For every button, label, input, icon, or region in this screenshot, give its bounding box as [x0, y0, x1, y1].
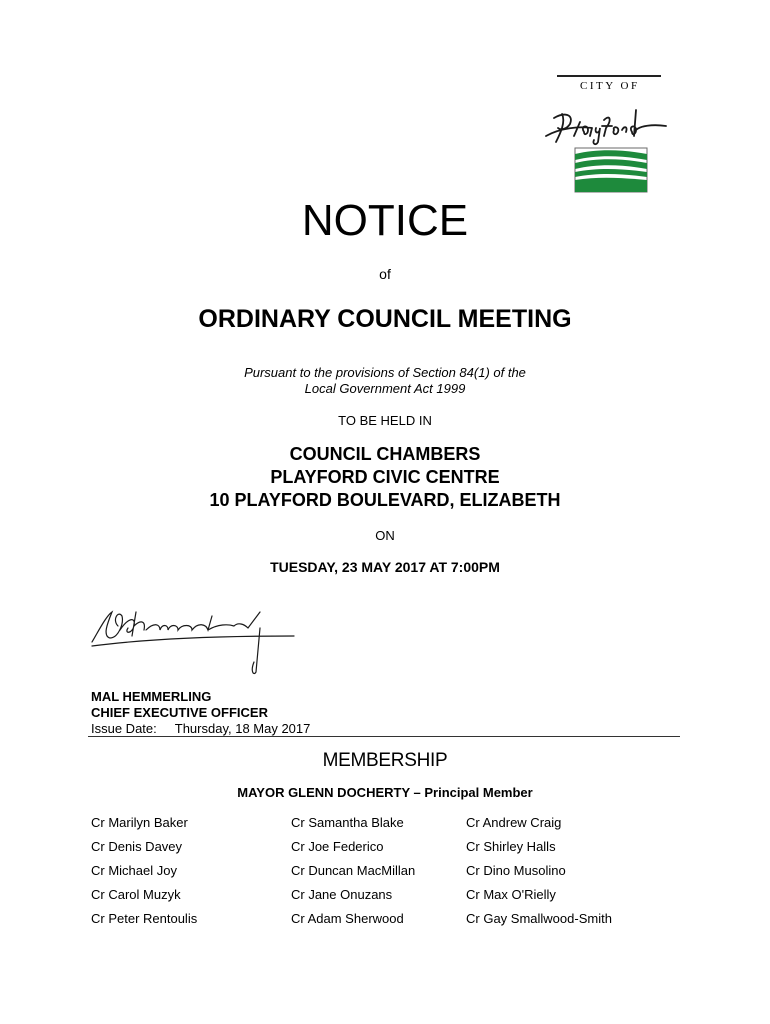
venue	[0, 443, 770, 512]
section-divider	[88, 736, 680, 737]
meeting-date: TUESDAY, 23 MAY 2017 AT 7:00PM	[270, 559, 500, 575]
logo-city-of-text: CITY OF	[580, 80, 640, 92]
member-name: Cr Michael Joy	[91, 863, 177, 878]
venue-line-1: COUNCIL CHAMBERS	[289, 444, 481, 464]
member-name: Cr Dino Musolino	[466, 863, 566, 878]
member-name: Cr Adam Sherwood	[291, 911, 404, 926]
member-name: Cr Jane Onuzans	[291, 887, 393, 902]
mayor-line: MAYOR GLENN DOCHERTY – Principal Member	[237, 785, 533, 800]
member-name: Cr Peter Rentoulis	[91, 911, 198, 926]
ceo-block	[91, 689, 310, 737]
member-name: Cr Max O'Rielly	[466, 887, 556, 902]
issue-date-value: Thursday, 18 May 2017	[174, 721, 311, 736]
pursuant-line-2: Local Government Act 1999	[304, 381, 466, 396]
city-of-playford-logo	[540, 70, 680, 195]
held-in-text: TO BE HELD IN	[338, 413, 432, 428]
membership-heading: MEMBERSHIP	[322, 750, 448, 771]
issue-date-label: Issue Date:	[91, 721, 157, 736]
member-name: Cr Joe Federico	[291, 839, 384, 854]
member-name: Cr Carol Muzyk	[91, 887, 181, 902]
pursuant-line-1: Pursuant to the provisions of Section 84(1) of the	[244, 365, 526, 380]
member-name: Cr Duncan MacMillan	[291, 863, 416, 878]
member-name: Cr Denis Davey	[91, 839, 183, 854]
member-name: Cr Samantha Blake	[291, 815, 404, 830]
ceo-signature	[88, 602, 303, 677]
member-name: Cr Gay Smallwood-Smith	[466, 911, 612, 926]
ceo-name: MAL HEMMERLING	[91, 689, 212, 704]
notice-of: of	[379, 266, 391, 282]
member-name: Cr Marilyn Baker	[91, 815, 188, 830]
notice-title: NOTICE	[301, 196, 469, 245]
issue-date-line	[91, 721, 310, 737]
playford-logo-mark	[540, 70, 680, 195]
ceo-title: CHIEF EXECUTIVE OFFICER	[91, 705, 268, 720]
on-text: ON	[375, 528, 395, 543]
pursuant-text	[0, 365, 770, 397]
venue-line-3: 10 PLAYFORD BOULEVARD, ELIZABETH	[209, 490, 561, 510]
meeting-title: ORDINARY COUNCIL MEETING	[198, 305, 572, 333]
member-name: Cr Shirley Halls	[466, 839, 556, 854]
member-name: Cr Andrew Craig	[466, 815, 562, 830]
venue-line-2: PLAYFORD CIVIC CENTRE	[270, 467, 500, 487]
